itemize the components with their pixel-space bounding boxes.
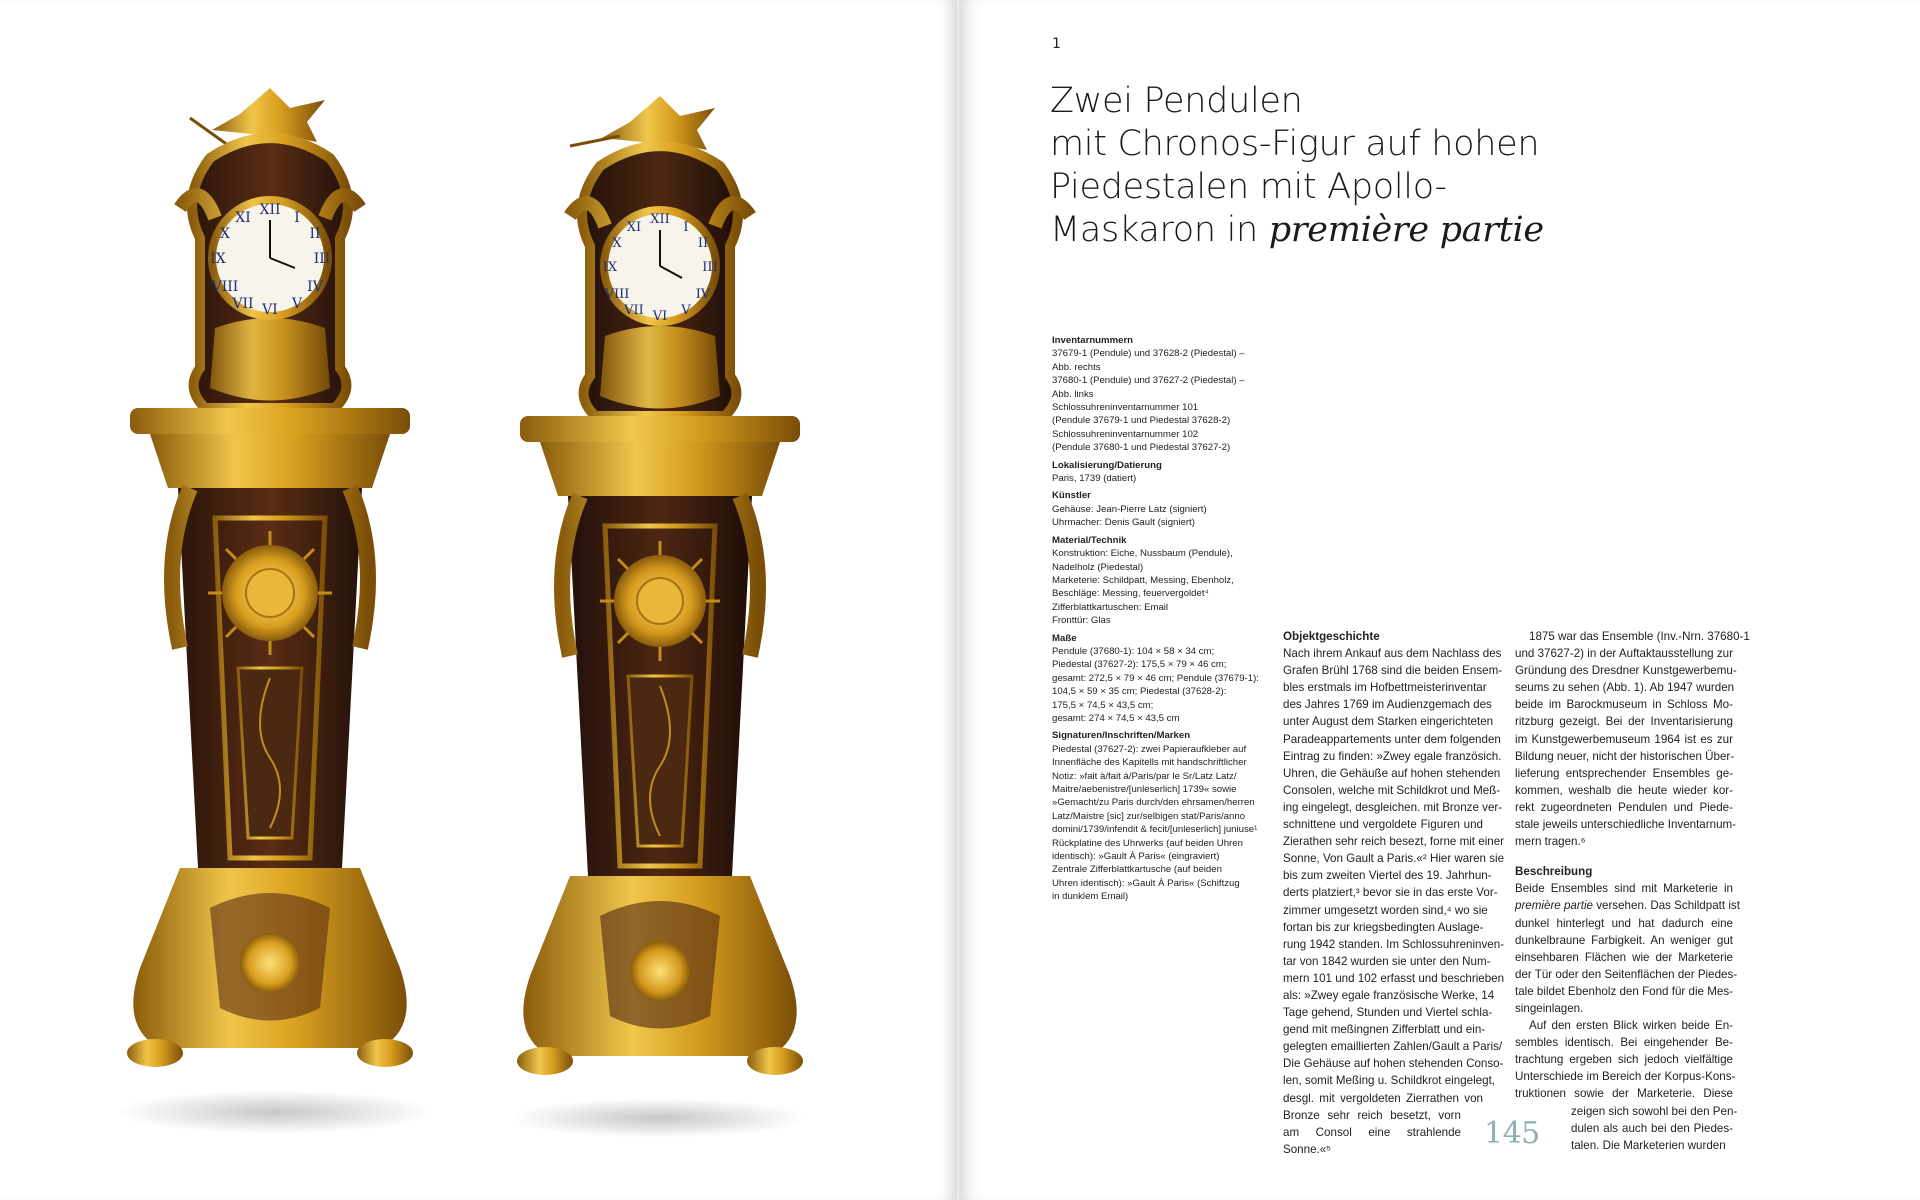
- metadata-line: Marketerie: Schildpatt, Messing, Ebenholz,: [1052, 574, 1234, 586]
- svg-text:XII: XII: [650, 212, 670, 227]
- metadata-line: gesamt: 272,5 × 79 × 46 cm; Pendule (37679-1):: [1052, 672, 1259, 684]
- svg-text:XII: XII: [259, 202, 281, 218]
- metadata-line: Uhrmacher: Denis Gault (signiert): [1052, 517, 1195, 529]
- svg-text:VII: VII: [232, 296, 254, 312]
- text-line: Beide Ensembles sind mit Marketerie in: [1515, 882, 1733, 896]
- left-page: [0, 0, 958, 1200]
- metadata-line: Pendule (37680-1): 104 × 58 × 34 cm;: [1052, 645, 1215, 657]
- clock-illustration-left: [110, 88, 430, 1138]
- paragraph-unterschiede: [1515, 1017, 1738, 1154]
- svg-text:V: V: [291, 296, 303, 312]
- metadata-line: 175,5 × 74,5 × 43,5 cm;: [1052, 699, 1154, 711]
- text-line: Eintrag zu finden: »Zwey egale französich.: [1283, 749, 1502, 763]
- text-line: bis zum zweiten Viertel des 19. Jahrhun-: [1283, 869, 1492, 883]
- text-line: Gründung des Dresdner Kunstgewerbemu-: [1515, 664, 1737, 678]
- svg-text:I: I: [294, 210, 300, 226]
- text-line: singeinlagen.: [1515, 1001, 1584, 1015]
- section-heading-beschreibung: Beschreibung: [1515, 865, 1593, 879]
- metadata-line: 37680-1 (Pendule) und 37627-2 (Piedestal) –: [1052, 375, 1245, 387]
- catalog-number: 1: [1052, 36, 1061, 52]
- text-line: Bronze sehr reich besetzt, vorn: [1283, 1108, 1461, 1122]
- metadata-line: Abb. rechts: [1052, 361, 1101, 373]
- text-line: stale jeweils unterschiedliche Inventarnum-: [1515, 818, 1737, 832]
- text-line: Bildung neuer, nicht der historischen Über-: [1515, 749, 1735, 763]
- metadata-line: Zentrale Zifferblattkartusche (auf beiden: [1052, 864, 1222, 876]
- svg-text:X: X: [612, 236, 622, 251]
- paragraph-marketerie: [1515, 880, 1740, 1017]
- svg-text:VIII: VIII: [604, 287, 630, 302]
- svg-text:III: III: [702, 260, 718, 275]
- text-line: Grafen Brühl 1768 sind die beiden Ensem-: [1283, 664, 1503, 678]
- object-metadata: [1052, 334, 1259, 904]
- title-line-1: Zwei Pendulen: [1050, 81, 1303, 121]
- text-line: unter August dem Starken eingerichteten: [1283, 715, 1494, 729]
- metadata-line: Piedestal (37627-2): zwei Papieraufkleber auf: [1052, 743, 1247, 755]
- text-line: am Consol eine strahlende: [1283, 1125, 1461, 1139]
- text-line: und 37627-2) in der Auftaktausstellung zur: [1515, 647, 1733, 661]
- text-line: Auf den ersten Blick wirken beide En-: [1529, 1019, 1733, 1033]
- svg-text:VIII: VIII: [211, 279, 239, 295]
- metadata-line: Beschläge: Messing, feuervergoldet⁴: [1052, 588, 1209, 600]
- text-line: truktionen sowie der Marketerie. Diese: [1515, 1087, 1733, 1101]
- text-line: seums zu sehen (Abb. 1). Ab 1947 wurden: [1515, 681, 1735, 695]
- metadata-line: gesamt: 274 × 74,5 × 43,5 cm: [1052, 712, 1180, 724]
- text-line: mern tragen.⁶: [1515, 835, 1586, 849]
- clock-illustration-right: [510, 96, 810, 1146]
- metadata-line: Konstruktion: Eiche, Nussbaum (Pendule),: [1052, 548, 1233, 560]
- text-line: schnittene und vergoldete Figuren und: [1283, 818, 1483, 832]
- text-line: ritzburg gezeigt. Bei der Inventarisierung: [1515, 715, 1733, 729]
- title-line-2: mit Chronos-Figur auf hohen: [1050, 124, 1540, 164]
- metadata-line: Abb. links: [1052, 388, 1094, 400]
- text-line: dunkel hinterlegt und hat dadurch eine: [1515, 916, 1733, 930]
- metadata-line: 104,5 × 59 × 35 cm; Piedestal (37628-2):: [1052, 686, 1227, 698]
- text-line: première partie versehen. Das Schildpatt ist: [1515, 899, 1740, 913]
- page-title: [1050, 80, 1690, 252]
- text-line: Unterschiede im Bereich der Korpus-Kons-: [1515, 1070, 1736, 1084]
- text-line: Consolen, welche mit Schildkrot und Meß-: [1283, 783, 1501, 797]
- metadata-line: Notiz: »fait à/fait à/Paris/par le Sr/Latz Latz/: [1052, 770, 1237, 782]
- svg-text:III: III: [313, 251, 331, 267]
- svg-text:V: V: [681, 303, 691, 318]
- text-line: kommen, weshalb die heute wieder kor-: [1515, 783, 1733, 797]
- text-line: 1875 war das Ensemble (Inv.-Nrn. 37680-1: [1529, 630, 1750, 643]
- metadata-heading: Maße: [1052, 632, 1077, 644]
- text-line: des Jahres 1769 im Audienzgemach des: [1283, 698, 1492, 712]
- title-line-3: Piedestalen mit Apollo-: [1050, 167, 1447, 207]
- text-line: len, somit Meßing u. Schildkrot eingelegt,: [1283, 1074, 1496, 1088]
- svg-text:VII: VII: [624, 303, 644, 318]
- metadata-line: Piedestal (37627-2): 175,5 × 79 × 46 cm;: [1052, 659, 1227, 671]
- text-line: dunkelbraune Farbigkeit. An weniger gut: [1515, 933, 1733, 947]
- text-line: gelegten emaillierten Zahlen/Gault a Paris/: [1283, 1040, 1503, 1054]
- text-line: trachtung ergeben sich jedoch vielfältige: [1515, 1053, 1733, 1067]
- metadata-line: Fronttür: Glas: [1052, 615, 1111, 627]
- text-line: Sonne.«⁵: [1283, 1142, 1331, 1156]
- text-line: fortan bis zur kriegsbedingten Auslage-: [1283, 920, 1484, 934]
- svg-text:II: II: [309, 226, 321, 242]
- text-line: desgl. mit vergoldeten Zierrathen von: [1283, 1091, 1483, 1105]
- metadata-line: 37679-1 (Pendule) und 37628-2 (Piedestal) –: [1052, 348, 1245, 360]
- text-line: einsehbaren Flächen wie der Marketerie: [1515, 950, 1733, 964]
- paragraph-ausstellung: [1515, 628, 1750, 850]
- metadata-heading: Inventarnummern: [1052, 335, 1134, 346]
- svg-text:IV: IV: [307, 279, 323, 295]
- svg-text:IX: IX: [602, 260, 618, 275]
- title-line-4: [1050, 209, 1690, 252]
- svg-text:X: X: [220, 226, 230, 242]
- text-line: Die Gehäuse auf hohen stehenden Conso-: [1283, 1057, 1504, 1071]
- text-line: dulen als auch bei den Piedes-: [1571, 1121, 1733, 1135]
- metadata-line: Rückplatine des Uhrwerks (auf beiden Uhren: [1052, 837, 1243, 849]
- metadata-heading: Lokalisierung/Datierung: [1052, 459, 1162, 471]
- svg-text:VI: VI: [262, 302, 278, 318]
- metadata-line: Uhren identisch): »Gault À Paris« (Schiftzug: [1052, 877, 1240, 889]
- svg-text:I: I: [683, 220, 689, 235]
- metadata-heading: Künstler: [1052, 490, 1091, 502]
- text-line: derts platziert,³ bevor sie in das erste Vor-: [1283, 886, 1498, 900]
- svg-text:II: II: [697, 236, 709, 251]
- text-line: zimmer umgesetzt worden sind,⁴ wo sie: [1283, 903, 1488, 917]
- title-line-4-plain: Maskaron in: [1050, 210, 1269, 250]
- text-line: Sonne, Von Gault a Paris.«² Hier waren sie: [1283, 852, 1505, 866]
- text-line: Zierathen sehr reich besezt, forne mit einer: [1283, 835, 1505, 849]
- svg-text:VI: VI: [652, 309, 668, 324]
- metadata-line: Gehäuse: Jean-Pierre Latz (signiert): [1052, 503, 1207, 515]
- svg-text:XI: XI: [235, 210, 251, 226]
- metadata-heading: Signaturen/Inschriften/Marken: [1052, 730, 1191, 742]
- metadata-line: Maitre/aebenistre/[unleserlich] 1739« sowie: [1052, 784, 1237, 795]
- svg-text:IV: IV: [695, 287, 711, 302]
- metadata-line: Innenfläche des Kapitells mit handschriftlicher: [1052, 757, 1247, 769]
- text-line: der Tür oder den Seitenflächen der Piedes-: [1515, 967, 1738, 981]
- text-line: gend mit meßingnen Zifferblatt und ein-: [1283, 1023, 1486, 1037]
- italic-term: première partie: [1515, 899, 1593, 913]
- text-line: rung 1942 standen. Im Schlossuhreninven-: [1283, 937, 1505, 951]
- text-line: als: »Zwey egale französische Werke, 14: [1283, 988, 1495, 1002]
- text-line: mern 101 und 102 erfasst und beschrieben: [1283, 971, 1505, 985]
- metadata-line: »Gemacht/zu Paris durch/den ehrsamen/herren: [1052, 797, 1255, 809]
- metadata-line: identisch): »Gault À Paris« (eingraviert): [1052, 851, 1220, 863]
- metadata-line: Zifferblattkartuschen: Email: [1052, 601, 1169, 613]
- metadata-line: Nadelholz (Piedestal): [1052, 561, 1144, 573]
- svg-text:XI: XI: [626, 220, 642, 235]
- text-line: Paradeappartements unter dem folgenden: [1283, 732, 1501, 746]
- metadata-heading: Material/Technik: [1052, 534, 1127, 546]
- metadata-line: Schlossuhreninventarnummer 101: [1052, 402, 1199, 414]
- text-line: im Kunstgewerbemuseum 1964 ist es zur: [1515, 732, 1733, 746]
- page-folio: 145: [1484, 1116, 1540, 1151]
- text-line: zeigen sich sowohl bei den Pen-: [1571, 1104, 1738, 1118]
- text-column-2: [1515, 628, 1750, 1154]
- text-column-1: [1283, 628, 1505, 1158]
- svg-text:IX: IX: [210, 251, 226, 267]
- text-line: rekt zugeordneten Pendulen und Piede-: [1515, 800, 1733, 814]
- metadata-line: Schlossuhreninventarnummer 102: [1052, 428, 1199, 440]
- metadata-line: domini/1739/infendit & fecit/[unleserlich] juniuse¹: [1052, 824, 1258, 836]
- text-line: lieferung entsprechender Ensembles ge-: [1515, 766, 1733, 780]
- section-heading-objektgeschichte: Objektgeschichte: [1283, 630, 1380, 643]
- text-line: beide im Barockmuseum in Schloss Mo-: [1515, 698, 1733, 712]
- text-line: Uhren, die Gehäuße auf hohen stehenden: [1283, 766, 1501, 780]
- metadata-line: (Pendule 37679-1 und Piedestal 37628-2): [1052, 415, 1231, 427]
- text-line: sembles identisch. Bei eingehender Be-: [1515, 1036, 1733, 1050]
- text-line: bles erstmals im Hofbettmeisterinventar: [1283, 681, 1487, 695]
- metadata-line: in dunklem Email): [1052, 891, 1129, 903]
- text-line: Tage gehend, Stunden und Viertel schla-: [1283, 1006, 1493, 1020]
- text-line: ing eingelegt, desgleichen. mit Bronze ver-: [1283, 800, 1503, 814]
- metadata-line: (Pendule 37680-1 und Piedestal 37627-2): [1052, 442, 1231, 454]
- objektgeschichte-text: [1283, 645, 1505, 1158]
- title-line-4-italic: première partie: [1268, 210, 1544, 250]
- metadata-line: Latz/Maistre [sic] zur/selbigen stat/Paris/anno: [1052, 810, 1246, 822]
- metadata-line: Paris, 1739 (datiert): [1052, 473, 1137, 485]
- text-line: tale bildet Ebenholz den Fond für die Mes-: [1515, 984, 1733, 998]
- text-line: talen. Die Marketerien wurden: [1571, 1138, 1726, 1152]
- text-line: Nach ihrem Ankauf aus dem Nachlass des: [1283, 647, 1502, 661]
- text-line: tar von 1842 wurden sie unter den Num-: [1283, 954, 1491, 968]
